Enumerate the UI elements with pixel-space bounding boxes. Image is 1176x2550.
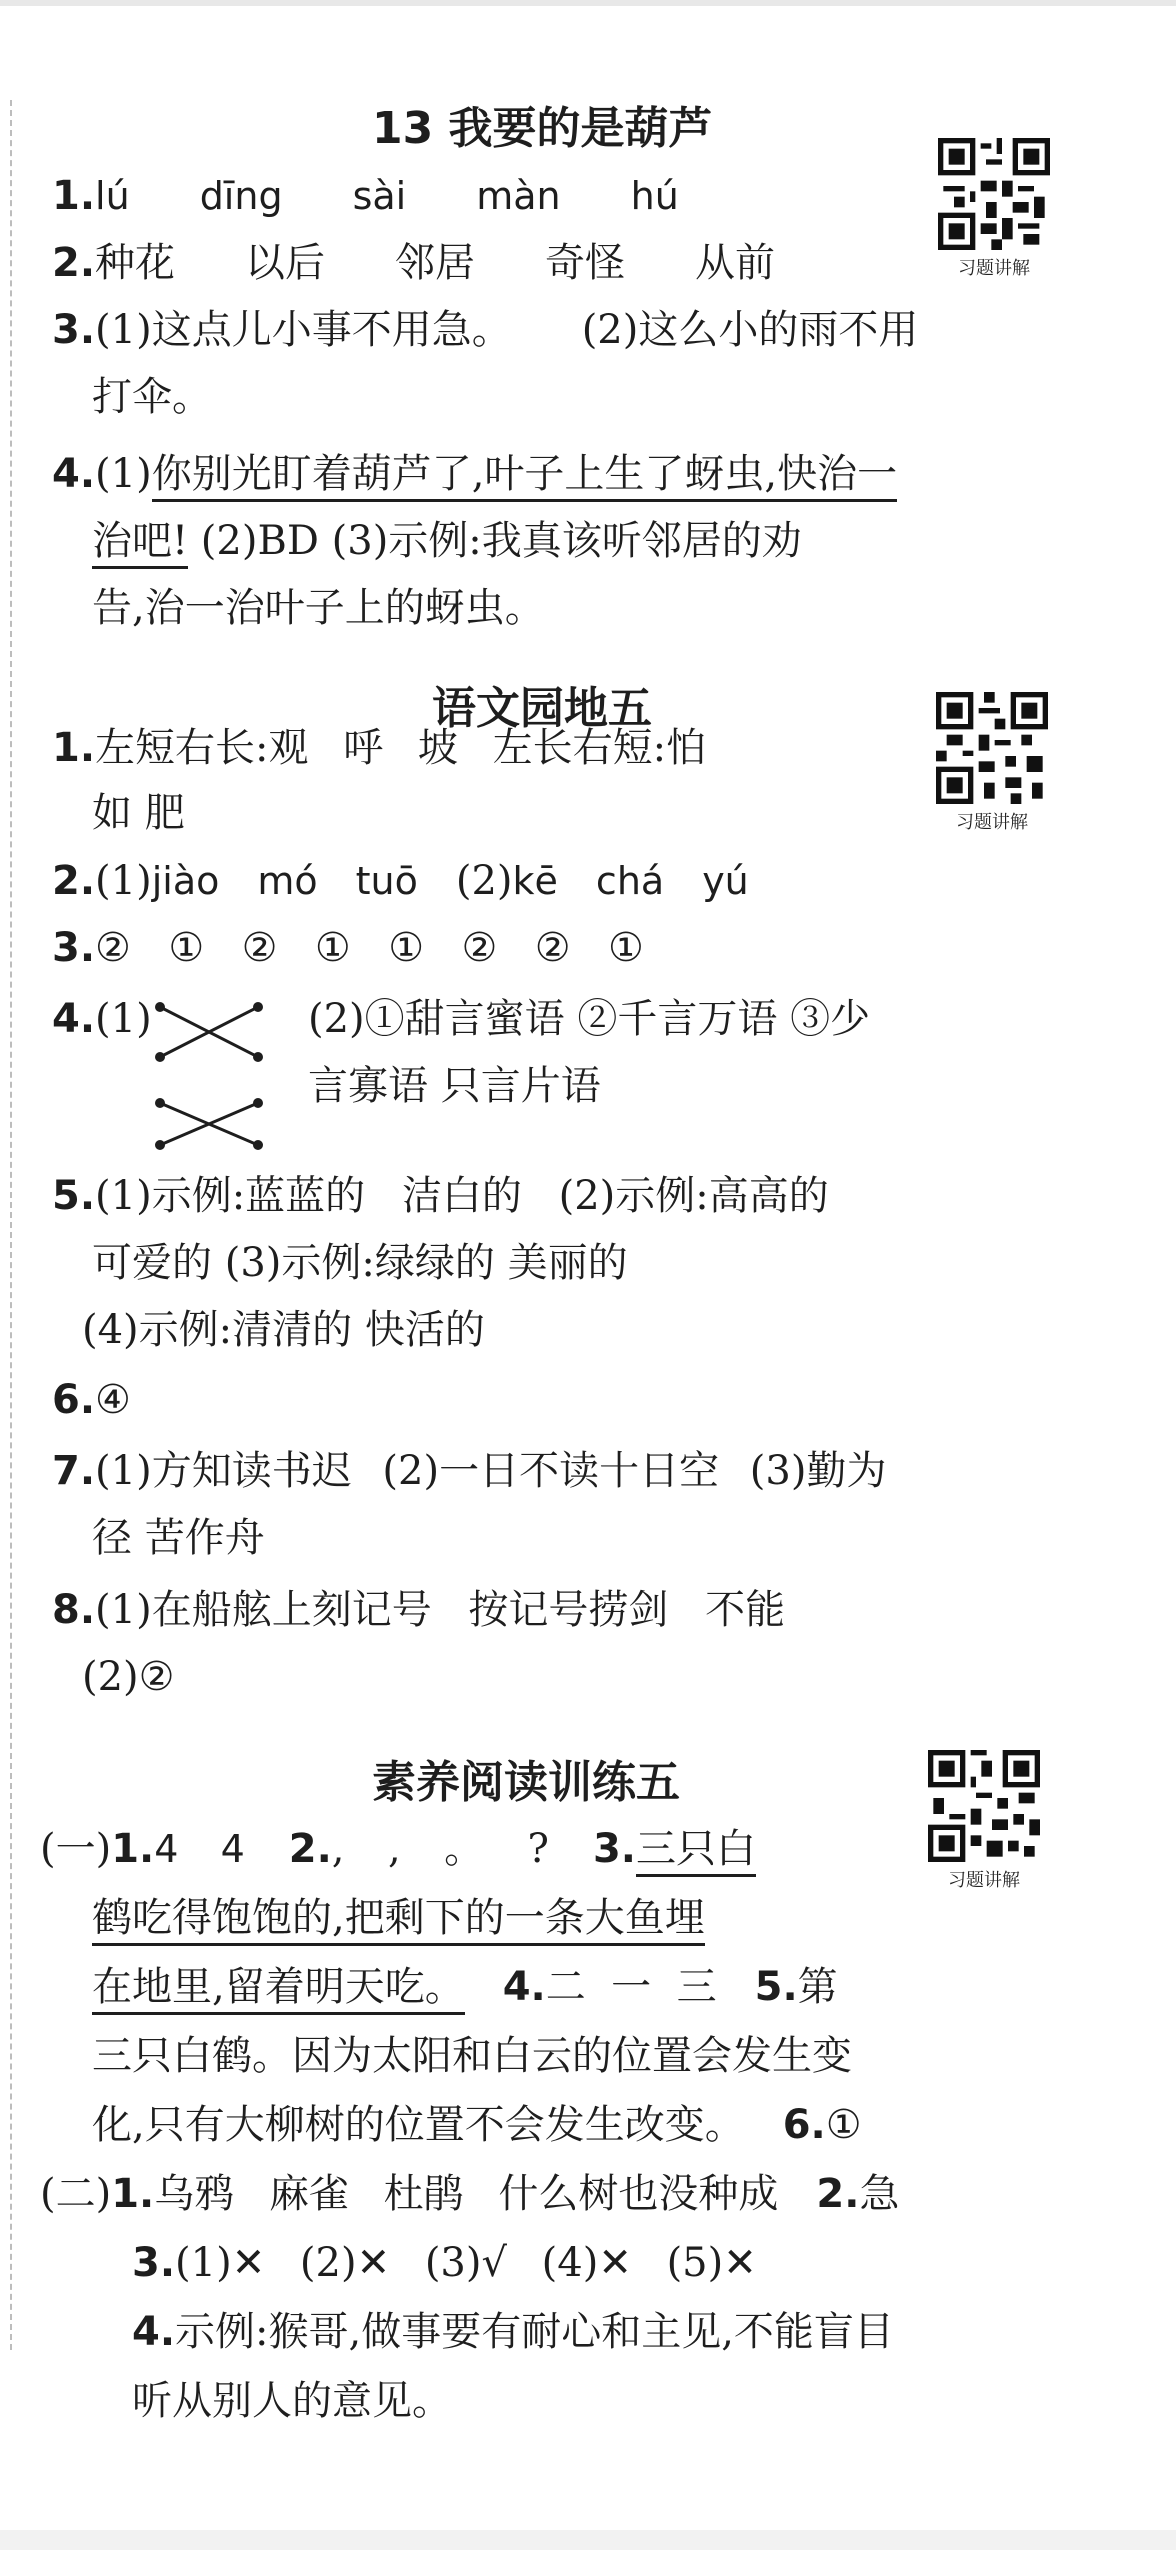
answer-text: 化,只有大柳树的位置不会发生改变。 <box>92 2102 745 2148</box>
question-number: 3. <box>52 307 96 353</box>
part-label: (二) <box>40 2171 112 2217</box>
pinyin: sài <box>352 174 407 218</box>
pinyin: mó <box>257 859 318 903</box>
suyang-p1-line1 <box>40 1823 756 1875</box>
suyang-p2-line2 <box>132 2237 757 2289</box>
matching-lines-diagram <box>150 995 270 1155</box>
answer-text: 二 一 三 <box>545 1964 717 2010</box>
question-number: 4. <box>132 2309 176 2355</box>
question-number: 1. <box>111 1826 155 1872</box>
yuwen-q8-line1 <box>52 1584 785 1636</box>
answer-text: (1)方知读书迟 (2)一日不读十日空 (3)勤为 <box>95 1448 887 1494</box>
suyang-p2-line1 <box>40 2168 899 2220</box>
yuwen-q1-line1 <box>52 722 706 774</box>
question-number: 2. <box>288 1826 332 1872</box>
suyang-p1-line3 <box>92 1961 838 2013</box>
question-number: 3. <box>52 925 96 971</box>
suyang-p2-line3 <box>132 2306 894 2358</box>
yuwen-q2 <box>52 855 749 907</box>
yuwen-q1-line2: 如 肥 <box>92 790 185 836</box>
question-number: 2. <box>52 858 96 904</box>
pinyin: yú <box>702 859 749 903</box>
pinyin: kē <box>512 859 558 903</box>
question-number: 3. <box>132 2240 176 2286</box>
suyang-p1-line5 <box>92 2099 862 2151</box>
answer-text: (1)示例:蓝蓝的 洁白的 (2)示例:高高的 <box>95 1173 829 1219</box>
pinyin: màn <box>476 174 561 218</box>
sec13-q2 <box>52 237 775 289</box>
qr-caption: 习题讲解 <box>958 258 1030 279</box>
yuwen-q5-line1 <box>52 1170 829 1222</box>
underlined-answer: 在地里,留着明天吃。 <box>92 1964 465 2015</box>
yuwen-q7-line2: 径 苦作舟 <box>92 1515 265 1561</box>
question-number: 5. <box>52 1173 96 1219</box>
suyang-title: 素养阅读训练五 <box>372 1757 680 1808</box>
yuwen-q8-line2: (2)② <box>82 1654 175 1700</box>
question-number: 6. <box>782 2102 826 2148</box>
underlined-answer: 鹤吃得饱饱的,把剩下的一条大鱼埋 <box>92 1895 705 1946</box>
yuwen-q6 <box>52 1374 131 1426</box>
pinyin: hú <box>630 174 679 218</box>
page-top-edge <box>0 0 1176 6</box>
binding-dashed-rule <box>10 100 12 2350</box>
question-number: 2. <box>816 2171 860 2217</box>
answer-text: (2) <box>455 858 513 904</box>
question-number: 6. <box>52 1377 96 1423</box>
answer-word: 邻居 <box>395 240 476 286</box>
underlined-answer: 你别光盯着葫芦了,叶子上生了蚜虫,快治一 <box>152 451 897 502</box>
answer-word: 种花 <box>95 240 176 286</box>
pinyin: lú <box>95 174 130 218</box>
answer-text: 第 <box>797 1964 838 2010</box>
qr-caption: 习题讲解 <box>956 812 1028 833</box>
yuwen-q7-line1 <box>52 1445 886 1497</box>
question-number: 3. <box>592 1826 636 1872</box>
answer-text: (1)✕ (2)✕ (3)√ (4)✕ (5)✕ <box>175 2240 757 2286</box>
question-number: 1. <box>111 2171 155 2217</box>
pinyin: dīng <box>199 174 283 218</box>
answer-text: (2)BD (3)示例:我真该听邻居的劝 <box>188 518 802 564</box>
question-number: 4. <box>502 1964 546 2010</box>
yuwen-q5-line2: 可爱的 (3)示例:绿绿的 美丽的 <box>92 1240 628 1286</box>
sec13-q1 <box>52 170 679 222</box>
answer-text: 4 4 <box>154 1827 251 1871</box>
answer-text: ④ <box>95 1377 131 1423</box>
answer-text: (1)这点儿小事不用急。 <box>95 307 512 353</box>
answer-text: (1)在船舷上刻记号 按记号捞剑 不能 <box>95 1587 786 1633</box>
question-number: 2. <box>52 240 96 286</box>
question-number: 7. <box>52 1448 96 1494</box>
yuwen-q5-line3: (4)示例:清清的 快活的 <box>82 1307 485 1353</box>
sec13-q3-line2: 打伞。 <box>92 374 212 420</box>
yuwen-q3 <box>52 922 648 974</box>
yuwen-q4-part3: 言寡语 只言片语 <box>308 1063 601 1109</box>
qr-code-icon[interactable] <box>938 138 1050 250</box>
answer-text: 左短右长:观 呼 坡 左长右短:怕 <box>95 725 707 771</box>
answer-text: ① <box>825 2102 862 2148</box>
answer-text: ② ① ② ① ① ② ② ① <box>95 925 648 971</box>
answer-text: 乌鸦 麻雀 杜鹃 什么树也没种成 <box>154 2171 779 2217</box>
pinyin: chá <box>595 859 665 903</box>
sec13-q4-line2 <box>92 515 802 567</box>
yuwen-title: 语文园地五 <box>432 683 652 734</box>
question-number: 4. <box>52 451 96 497</box>
question-number: 1. <box>52 725 96 771</box>
pinyin: tuō <box>355 859 418 903</box>
answer-word: 以后 <box>245 240 326 286</box>
sec13-q3-line1 <box>52 304 918 356</box>
suyang-p1-line4: 三只白鹤。因为太阳和白云的位置会发生变 <box>92 2033 852 2079</box>
answer-word: 奇怪 <box>545 240 626 286</box>
part-label: (一) <box>40 1826 112 1872</box>
sec13-q4-line1 <box>52 448 897 500</box>
qr-code-icon[interactable] <box>928 1750 1040 1862</box>
answer-word: 从前 <box>695 240 776 286</box>
pinyin: jiào <box>151 859 220 903</box>
suyang-p1-line2 <box>92 1892 705 1944</box>
sec13-q4-line3: 告,治一治叶子上的蚜虫。 <box>92 585 545 631</box>
question-number: 5. <box>754 1964 798 2010</box>
answer-text: (1) <box>95 996 152 1042</box>
answer-text: (2)这么小的雨不用 <box>581 307 919 353</box>
question-number: 4. <box>52 996 96 1042</box>
section-13-title: 13 我要的是葫芦 <box>372 103 713 154</box>
qr-caption: 习题讲解 <box>948 1870 1020 1891</box>
page-bottom-edge <box>0 2530 1176 2550</box>
answer-text: (1) <box>95 451 152 497</box>
qr-code-icon[interactable] <box>936 692 1048 804</box>
answer-text: 急 <box>859 2171 900 2217</box>
suyang-p2-line4: 听从别人的意见。 <box>132 2378 452 2424</box>
answer-text: 示例:猴哥,做事要有耐心和主见,不能盲目 <box>175 2309 894 2355</box>
underlined-answer: 三只白 <box>636 1826 756 1877</box>
answer-text: , , 。 ? <box>331 1826 555 1872</box>
question-number: 1. <box>52 173 96 219</box>
yuwen-q4-part2: (2)①甜言蜜语 ②千言万语 ③少 <box>308 996 871 1042</box>
question-number: 8. <box>52 1587 96 1633</box>
answer-text: (1) <box>95 858 152 904</box>
underlined-answer: 治吧! <box>92 518 188 569</box>
yuwen-q4-line1 <box>52 993 152 1045</box>
